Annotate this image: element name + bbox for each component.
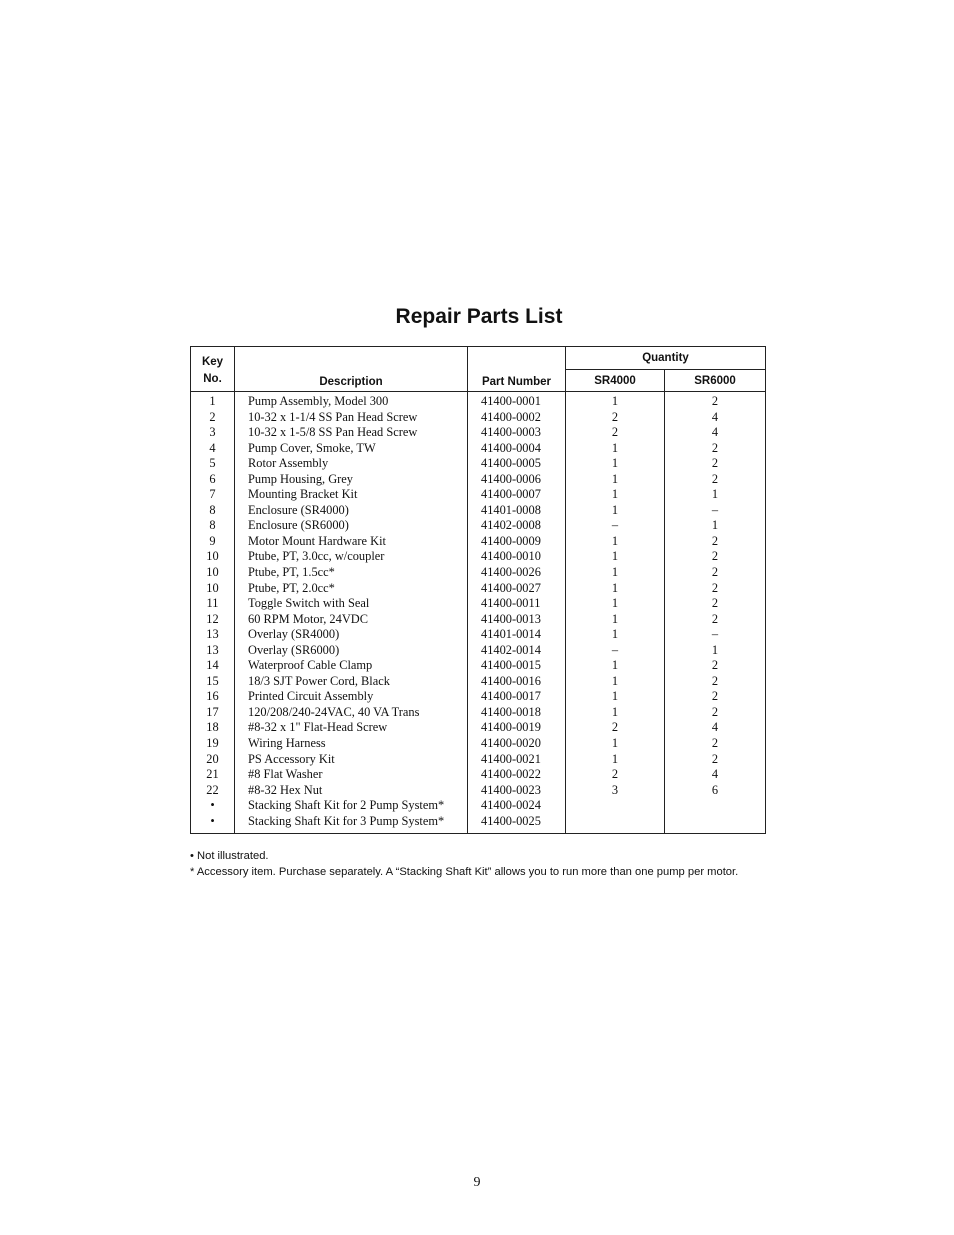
cell-qty-sr4000: 1 xyxy=(566,658,665,674)
cell-qty-sr4000: 1 xyxy=(566,705,665,721)
cell-qty-sr6000: 2 xyxy=(665,392,766,410)
table-row xyxy=(191,518,766,534)
cell-qty-sr4000 xyxy=(566,814,665,834)
cell-key-no: 14 xyxy=(191,658,235,674)
cell-key-no: 13 xyxy=(191,643,235,659)
header-key-line1: Key xyxy=(201,356,224,368)
cell-part-number: 41400-0004 xyxy=(468,441,566,457)
cell-description: Wiring Harness xyxy=(235,736,468,752)
cell-qty-sr4000: 1 xyxy=(566,627,665,643)
cell-description: Pump Housing, Grey xyxy=(235,472,468,488)
cell-description: Enclosure (SR6000) xyxy=(235,518,468,534)
cell-key-no: 12 xyxy=(191,612,235,628)
cell-key-no: 13 xyxy=(191,627,235,643)
repair-parts-table xyxy=(190,346,766,834)
table-row xyxy=(191,783,766,799)
cell-qty-sr6000: – xyxy=(665,627,766,643)
cell-qty-sr6000: 4 xyxy=(665,767,766,783)
header-sr4000: SR4000 xyxy=(566,370,665,392)
cell-part-number: 41400-0003 xyxy=(468,425,566,441)
cell-qty-sr6000: 2 xyxy=(665,549,766,565)
table-row xyxy=(191,472,766,488)
cell-key-no: 20 xyxy=(191,752,235,768)
cell-part-number: 41400-0007 xyxy=(468,487,566,503)
cell-qty-sr6000: 4 xyxy=(665,720,766,736)
cell-key-no: 10 xyxy=(191,581,235,597)
table-row xyxy=(191,658,766,674)
cell-key-no: 8 xyxy=(191,518,235,534)
cell-description: Printed Circuit Assembly xyxy=(235,689,468,705)
cell-qty-sr6000: 1 xyxy=(665,643,766,659)
cell-part-number: 41400-0023 xyxy=(468,783,566,799)
cell-part-number: 41400-0026 xyxy=(468,565,566,581)
cell-key-no: 9 xyxy=(191,534,235,550)
cell-qty-sr6000: 2 xyxy=(665,596,766,612)
cell-description: 60 RPM Motor, 24VDC xyxy=(235,612,468,628)
header-sr6000: SR6000 xyxy=(665,370,766,392)
cell-key-no: 19 xyxy=(191,736,235,752)
cell-description: Ptube, PT, 3.0cc, w/coupler xyxy=(235,549,468,565)
cell-description: Motor Mount Hardware Kit xyxy=(235,534,468,550)
cell-qty-sr6000: 6 xyxy=(665,783,766,799)
cell-qty-sr6000: 2 xyxy=(665,674,766,690)
table-row xyxy=(191,441,766,457)
cell-qty-sr4000: 2 xyxy=(566,720,665,736)
table-row xyxy=(191,689,766,705)
cell-part-number: 41402-0008 xyxy=(468,518,566,534)
table-row xyxy=(191,534,766,550)
table-row xyxy=(191,767,766,783)
table-row xyxy=(191,643,766,659)
table-row xyxy=(191,456,766,472)
cell-description: #8 Flat Washer xyxy=(235,767,468,783)
cell-qty-sr4000: 1 xyxy=(566,689,665,705)
cell-qty-sr4000: 1 xyxy=(566,736,665,752)
cell-key-no: 5 xyxy=(191,456,235,472)
cell-qty-sr6000: – xyxy=(665,503,766,519)
cell-description: Enclosure (SR4000) xyxy=(235,503,468,519)
cell-key-no: 1 xyxy=(191,392,235,410)
cell-qty-sr6000: 2 xyxy=(665,736,766,752)
cell-qty-sr4000: 1 xyxy=(566,565,665,581)
table-row xyxy=(191,581,766,597)
cell-qty-sr4000: 1 xyxy=(566,612,665,628)
cell-key-no: 17 xyxy=(191,705,235,721)
cell-qty-sr6000: 4 xyxy=(665,425,766,441)
cell-qty-sr4000: 2 xyxy=(566,410,665,426)
cell-qty-sr4000: 1 xyxy=(566,581,665,597)
table-row xyxy=(191,565,766,581)
table-row xyxy=(191,392,766,410)
cell-qty-sr6000: 2 xyxy=(665,689,766,705)
cell-part-number: 41400-0002 xyxy=(468,410,566,426)
cell-qty-sr6000: 2 xyxy=(665,472,766,488)
cell-key-no: 15 xyxy=(191,674,235,690)
cell-key-no: 10 xyxy=(191,549,235,565)
cell-description: Rotor Assembly xyxy=(235,456,468,472)
cell-description: Mounting Bracket Kit xyxy=(235,487,468,503)
cell-key-no: 21 xyxy=(191,767,235,783)
cell-part-number: 41400-0013 xyxy=(468,612,566,628)
table-row xyxy=(191,814,766,834)
header-quantity: Quantity xyxy=(566,347,766,370)
cell-key-no: 6 xyxy=(191,472,235,488)
cell-qty-sr6000 xyxy=(665,814,766,834)
cell-description: Stacking Shaft Kit for 3 Pump System* xyxy=(235,814,468,834)
cell-qty-sr6000: 2 xyxy=(665,705,766,721)
table-row xyxy=(191,798,766,814)
table-row xyxy=(191,736,766,752)
cell-qty-sr6000: 2 xyxy=(665,456,766,472)
cell-qty-sr6000: 2 xyxy=(665,565,766,581)
cell-description: Ptube, PT, 1.5cc* xyxy=(235,565,468,581)
table-row xyxy=(191,612,766,628)
cell-part-number: 41400-0022 xyxy=(468,767,566,783)
cell-key-no: 10 xyxy=(191,565,235,581)
cell-qty-sr6000: 2 xyxy=(665,581,766,597)
cell-description: 18/3 SJT Power Cord, Black xyxy=(235,674,468,690)
cell-qty-sr6000: 1 xyxy=(665,518,766,534)
header-key-no xyxy=(191,347,235,392)
cell-part-number: 41400-0009 xyxy=(468,534,566,550)
cell-key-no: 18 xyxy=(191,720,235,736)
table-row xyxy=(191,425,766,441)
cell-qty-sr4000: 1 xyxy=(566,392,665,410)
cell-key-no: 2 xyxy=(191,410,235,426)
cell-qty-sr4000: 1 xyxy=(566,534,665,550)
cell-qty-sr4000: 1 xyxy=(566,487,665,503)
cell-key-no: 4 xyxy=(191,441,235,457)
table-row xyxy=(191,752,766,768)
cell-qty-sr6000: 2 xyxy=(665,612,766,628)
cell-qty-sr6000: 2 xyxy=(665,658,766,674)
cell-description: Waterproof Cable Clamp xyxy=(235,658,468,674)
cell-part-number: 41400-0001 xyxy=(468,392,566,410)
cell-part-number: 41400-0024 xyxy=(468,798,566,814)
table-row xyxy=(191,503,766,519)
cell-key-no: 7 xyxy=(191,487,235,503)
cell-qty-sr4000: – xyxy=(566,643,665,659)
cell-qty-sr4000: 1 xyxy=(566,472,665,488)
cell-part-number: 41400-0019 xyxy=(468,720,566,736)
table-row xyxy=(191,627,766,643)
table-row xyxy=(191,549,766,565)
table-row xyxy=(191,674,766,690)
cell-key-no: 3 xyxy=(191,425,235,441)
cell-description: Overlay (SR4000) xyxy=(235,627,468,643)
cell-qty-sr4000: – xyxy=(566,518,665,534)
cell-part-number: 41400-0011 xyxy=(468,596,566,612)
cell-qty-sr4000: 2 xyxy=(566,767,665,783)
cell-qty-sr4000: 1 xyxy=(566,456,665,472)
cell-key-no: 11 xyxy=(191,596,235,612)
cell-part-number: 41400-0027 xyxy=(468,581,566,597)
footnote-not-illustrated: • Not illustrated. xyxy=(190,850,269,862)
cell-description: 10-32 x 1-5/8 SS Pan Head Screw xyxy=(235,425,468,441)
cell-description: #8-32 Hex Nut xyxy=(235,783,468,799)
table-row xyxy=(191,410,766,426)
cell-qty-sr4000: 2 xyxy=(566,425,665,441)
cell-part-number: 41401-0014 xyxy=(468,627,566,643)
cell-description: Ptube, PT, 2.0cc* xyxy=(235,581,468,597)
cell-part-number: 41400-0015 xyxy=(468,658,566,674)
cell-part-number: 41400-0020 xyxy=(468,736,566,752)
cell-qty-sr4000: 1 xyxy=(566,503,665,519)
cell-qty-sr4000: 1 xyxy=(566,549,665,565)
cell-key-no: 16 xyxy=(191,689,235,705)
cell-part-number: 41400-0018 xyxy=(468,705,566,721)
cell-qty-sr6000: 1 xyxy=(665,487,766,503)
parts-table-body xyxy=(191,392,766,834)
table-row xyxy=(191,596,766,612)
cell-qty-sr6000 xyxy=(665,798,766,814)
table-row xyxy=(191,705,766,721)
cell-qty-sr4000: 1 xyxy=(566,441,665,457)
table-row xyxy=(191,487,766,503)
cell-part-number: 41400-0025 xyxy=(468,814,566,834)
cell-key-no: 8 xyxy=(191,503,235,519)
table-row xyxy=(191,720,766,736)
cell-qty-sr4000 xyxy=(566,798,665,814)
cell-qty-sr6000: 2 xyxy=(665,441,766,457)
cell-qty-sr6000: 2 xyxy=(665,752,766,768)
cell-part-number: 41400-0006 xyxy=(468,472,566,488)
cell-part-number: 41401-0008 xyxy=(468,503,566,519)
cell-qty-sr4000: 1 xyxy=(566,674,665,690)
cell-qty-sr4000: 1 xyxy=(566,752,665,768)
page-number: 9 xyxy=(473,1175,481,1190)
cell-part-number: 41400-0005 xyxy=(468,456,566,472)
cell-qty-sr4000: 3 xyxy=(566,783,665,799)
cell-part-number: 41400-0021 xyxy=(468,752,566,768)
cell-description: 10-32 x 1-1/4 SS Pan Head Screw xyxy=(235,410,468,426)
cell-key-no: • xyxy=(191,814,235,834)
header-part-number: Part Number xyxy=(468,347,566,392)
cell-description: PS Accessory Kit xyxy=(235,752,468,768)
cell-qty-sr6000: 2 xyxy=(665,534,766,550)
cell-description: Stacking Shaft Kit for 2 Pump System* xyxy=(235,798,468,814)
cell-part-number: 41400-0010 xyxy=(468,549,566,565)
cell-description: Overlay (SR6000) xyxy=(235,643,468,659)
cell-part-number: 41402-0014 xyxy=(468,643,566,659)
cell-key-no: 22 xyxy=(191,783,235,799)
footnote-accessory: * Accessory item. Purchase separately. A “Stacking Shaft Kit” allows you to run more than one pump per motor. xyxy=(190,866,739,878)
header-key-line2: No. xyxy=(203,373,222,385)
cell-description: Toggle Switch with Seal xyxy=(235,596,468,612)
cell-qty-sr6000: 4 xyxy=(665,410,766,426)
page-title: Repair Parts List xyxy=(395,305,563,328)
cell-description: 120/208/240-24VAC, 40 VA Trans xyxy=(235,705,468,721)
header-description: Description xyxy=(235,347,468,392)
cell-part-number: 41400-0017 xyxy=(468,689,566,705)
cell-description: #8-32 x 1" Flat-Head Screw xyxy=(235,720,468,736)
cell-qty-sr4000: 1 xyxy=(566,596,665,612)
footnotes xyxy=(190,848,830,880)
cell-key-no: • xyxy=(191,798,235,814)
cell-part-number: 41400-0016 xyxy=(468,674,566,690)
cell-description: Pump Cover, Smoke, TW xyxy=(235,441,468,457)
cell-description: Pump Assembly, Model 300 xyxy=(235,392,468,410)
